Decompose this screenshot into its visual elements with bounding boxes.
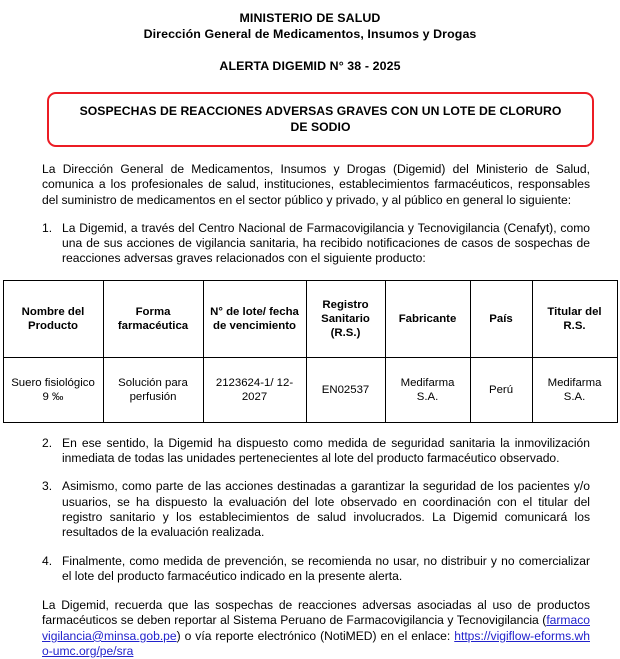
footer-paragraph (42, 598, 590, 659)
cell-forma: Solución para perfusión (103, 357, 203, 422)
list-item (42, 221, 590, 267)
product-table-wrapper (0, 280, 620, 423)
numbered-list-part-1 (42, 221, 590, 267)
vigiflow-url-link[interactable]: https://vigiflow-eforms.who-umc.org/pe/sra (42, 628, 590, 659)
table-header-row (3, 280, 617, 357)
cell-pais: Perú (470, 357, 532, 422)
farmacovigilancia-email-link[interactable]: farmacovigilancia@minsa.gob.pe (42, 613, 590, 643)
list-item-text: Finalmente, como medida de prevención, se recomienda no usar, no distribuir y no comercializar el lote del producto farmacéutico indicado en la presente alerta. (62, 553, 590, 583)
table-header-fabricante: Fabricante (385, 280, 470, 357)
product-table (3, 280, 618, 423)
alert-title-box: SOSPECHAS DE REACCIONES ADVERSAS GRAVES CON UN LOTE DE CLORURO DE SODIO (47, 92, 594, 147)
cell-titular: Medifarma S.A. (532, 357, 617, 422)
list-item (42, 554, 590, 585)
alert-title-box-wrapper (47, 92, 594, 147)
document-header (0, 0, 620, 73)
intro-paragraph: La Dirección General de Medicamentos, Insumos y Drogas (Digemid) del Ministerio de Salud, comunica a los profesionales de salud, instituciones, establecimientos farmacéuticos, responsables del suministro de medicamentos en el sector público y privado, y al público en general lo siguiente: (42, 162, 590, 207)
directorate-title: Dirección General de Medicamentos, Insumos y Drogas (143, 27, 477, 41)
table-header-titular: Titular del R.S. (532, 280, 617, 357)
ministry-title: MINISTERIO DE SALUD (239, 11, 381, 25)
list-item-marker: 2. (42, 435, 53, 450)
product-table-head (3, 280, 617, 357)
list-item (42, 436, 590, 467)
list-item-marker: 1. (42, 220, 53, 235)
list-item-marker: 4. (42, 553, 53, 568)
numbered-list-part-2 (42, 436, 590, 584)
list-item-text: En ese sentido, la Digemid ha dispuesto como medida de seguridad sanitaria la inmovilización inmediata de todas las unidades pertenecientes al lote del producto farmacéutico observado. (62, 435, 590, 466)
list-item (42, 479, 590, 540)
cell-registro-sanitario: EN02537 (306, 357, 385, 422)
list-item-text: La Digemid, a través del Centro Nacional de Farmacovigilancia y Tecnovigilancia (Cenafyt), como una de sus acciones de vigilancia sanitaria, ha recibido notificaciones de casos de sospechas de reacciones adversas graves relacionados con el siguiente producto: (62, 220, 590, 266)
table-header-lote: N° de lote/ fecha de vencimiento (203, 280, 306, 357)
table-header-registro-sanitario: Registro Sanitario (R.S.) (306, 280, 385, 357)
table-row (3, 357, 617, 422)
footer-text-before-email: La Digemid, recuerda que las sospechas de reacciones adversas asociadas al uso de productos farmacéuticos se deben reportar al Sistema Peruano de Farmacovigilancia y Tecnovigilancia ( (42, 598, 590, 628)
cell-fabricante: Medifarma S.A. (385, 357, 470, 422)
table-header-producto: Nombre del Producto (3, 280, 103, 357)
table-header-forma: Forma farmacéutica (103, 280, 203, 357)
alert-number: ALERTA DIGEMID N° 38 - 2025 (219, 59, 401, 73)
cell-producto: Suero fisiológico 9 ‰ (3, 357, 103, 422)
list-item-marker: 3. (42, 479, 53, 494)
product-table-body (3, 357, 617, 422)
list-item-text: Asimismo, como parte de las acciones destinadas a garantizar la seguridad de los pacientes y/o usuarios, se ha dispuesto la evaluación del lote observado en coordinación con el titular del registro sanitario y los establecimientos de salud involucrados. La Digemid comunicará los resultados de la evaluación realizada. (62, 479, 590, 540)
footer-text-between-links: ) o vía reporte electrónico (NotiMED) en el enlace: (176, 628, 455, 643)
cell-lote: 2123624-1/ 12-2027 (203, 357, 306, 422)
table-header-pais: País (470, 280, 532, 357)
